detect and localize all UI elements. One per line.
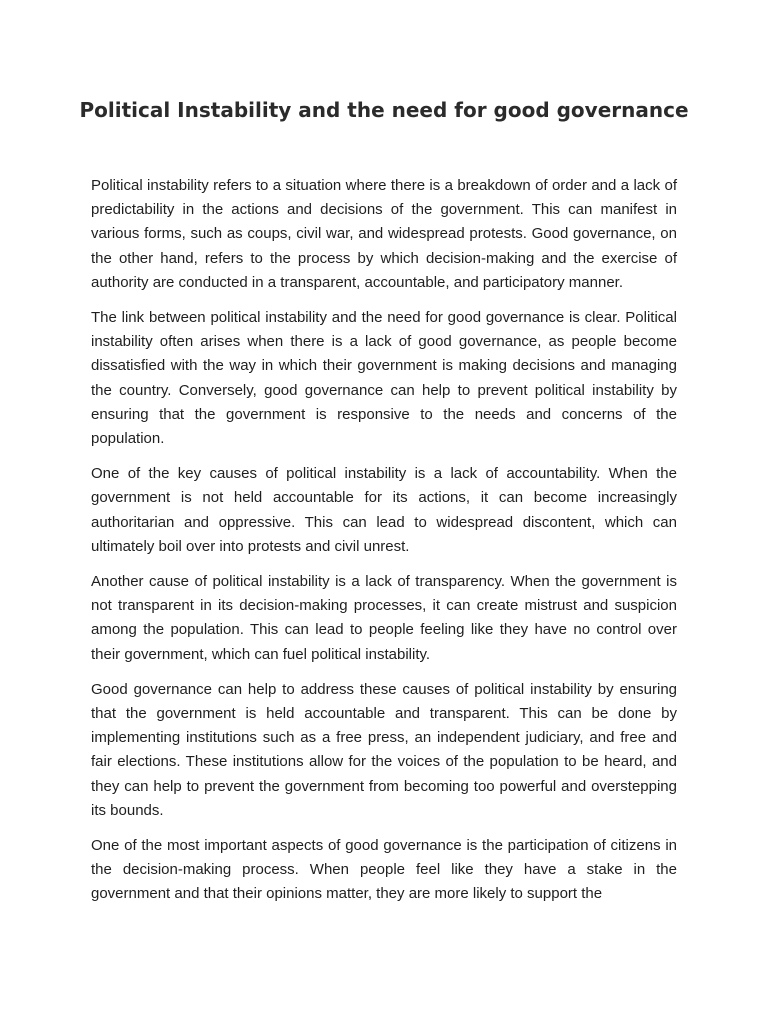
document-title: Political Instability and the need for good governance [79, 98, 689, 122]
paragraph-2: The link between political instability and the need for good governance is clear. Political instability often arises when there is a lack of good governance, as people become dissatisfied with the way in which their government is making decisions and managing the country. Conversely, good governance can help to prevent political instability by ensuring that the government is responsive to the needs and concerns of the population. [91, 309, 677, 448]
paragraph-3: One of the key causes of political instability is a lack of accountability. When the government is not held accountable for its actions, it can become increasingly authoritarian and oppressive. This can lead to widespread discontent, which can ultimately boil over into protests and civil unrest. [91, 465, 677, 555]
paragraph-6: One of the most important aspects of good governance is the participation of citizens in the decision-making process. When people feel like they have a stake in the government and that their opinions matter, they are more likely to support the [91, 837, 677, 903]
paragraph-5: Good governance can help to address these causes of political instability by ensuring that the government is held accountable and transparent. This can be done by implementing institutions such as a free press, an independent judiciary, and free and fair elections. These institutions allow for the voices of the population to be heard, and they can help to prevent the government from becoming too powerful and overstepping its bounds. [91, 680, 677, 819]
paragraph-1: Political instability refers to a situation where there is a breakdown of order and a lack of predictability in the actions and decisions of the government. This can manifest in various forms, such as coups, civil war, and widespread protests. Good governance, on the other hand, refers to the process by which decision-making and the exercise of authority are conducted in a transparent, accountable, and participatory manner. [91, 177, 677, 291]
paragraph-4: Another cause of political instability is a lack of transparency. When the government is not transparent in its decision-making processes, it can create mistrust and suspicion among the population. This can lead to people feeling like they have no control over their government, which can fuel political instability. [91, 573, 677, 663]
document-body [91, 174, 677, 918]
